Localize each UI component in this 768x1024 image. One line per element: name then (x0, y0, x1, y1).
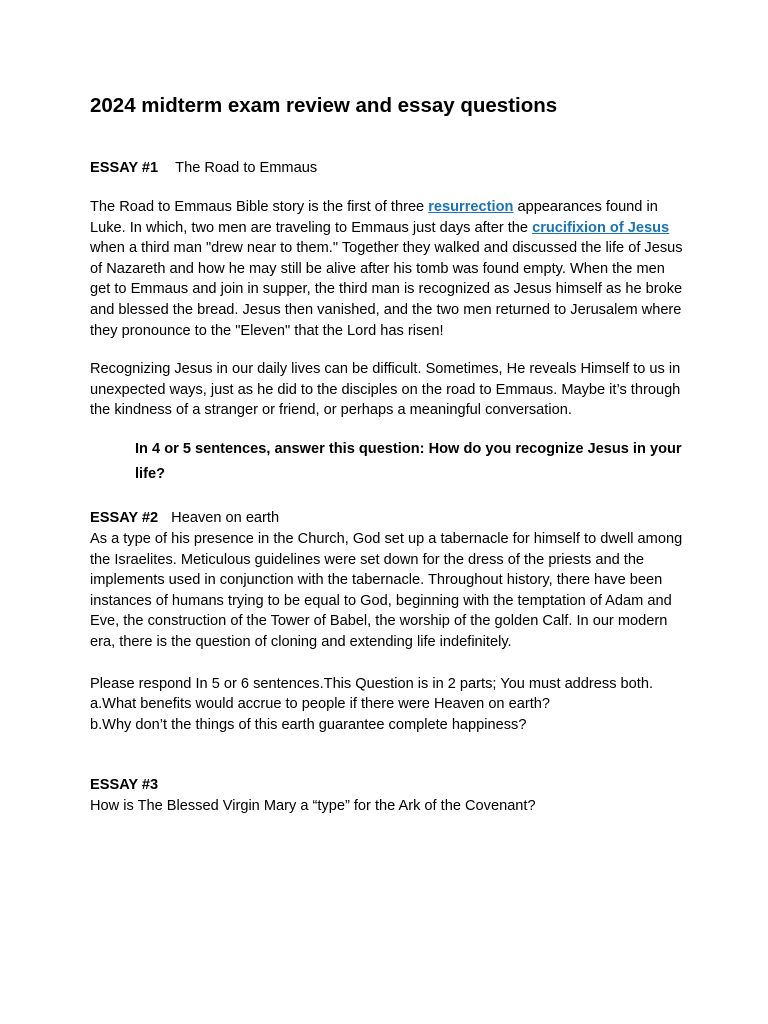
page-title: 2024 midterm exam review and essay questions (90, 94, 558, 117)
essay-1-text-part-2: appearances found in Luke. In which, two men are traveling to Emmaus just days after the (90, 199, 658, 236)
essay-2-label: ESSAY #2 (90, 510, 159, 526)
essay-1-label: ESSAY #1 (90, 160, 159, 176)
essay-2-part-a: a.What benefits would accrue to people if there were Heaven on earth? (90, 696, 550, 712)
essay-2-paragraph: As a type of his presence in the Church, God set up a tabernacle for himself to dwell among the Israelites. Meticulous guidelines were set down for the dress of the priests and the implements used in conjunction with the tabernacle. Throughout history, there have been instances of humans trying to be equal to God, beginning with the temptation of Adam and Eve, the construction of the Tower of Babel, the worship of the golden Calf. In our modern era, there is the question of cloning and extending life indefinitely. (90, 531, 683, 650)
essay-1-text-part-3: when a third man "drew near to them." Together they walked and discussed the life of Jesus of Nazareth and how he may still be alive after his tomb was found empty. When the men get to Emmaus and join in supper, the third man is recognized as Jesus himself as he broke and blessed the bread. Jesus then vanished, and the two men returned to Jerusalem where they pronounce to the "Eleven" that the Lord has risen! (90, 240, 683, 339)
essay-3-label: ESSAY #3 (90, 777, 159, 793)
essay-3-question: How is The Blessed Virgin Mary a “type” for the Ark of the Covenant? (90, 798, 536, 814)
essay-2-subtitle: Heaven on earth (171, 510, 280, 526)
crucifixion-of-jesus-link[interactable]: crucifixion of Jesus (532, 219, 670, 236)
essay-1-heading (90, 158, 317, 178)
essay-2-instruction: Please respond In 5 or 6 sentences.This Question is in 2 parts; You must address both. (90, 676, 653, 692)
essay-1-subtitle: The Road to Emmaus (175, 160, 318, 176)
essay-2-part-b: b.Why don’t the things of this earth guarantee complete happiness? (90, 717, 527, 733)
essay-1-question: In 4 or 5 sentences, answer this question: How do you recognize Jesus in your life? (135, 441, 682, 482)
essay-1-paragraph-2: Recognizing Jesus in our daily lives can be difficult. Sometimes, He reveals Himself to us in unexpected ways, just as he did to the disciples on the road to Emmaus. Maybe it’s through the kindness of a stranger or friend, or perhaps a meaningful conversation. (90, 361, 681, 419)
resurrection-link[interactable]: resurrection (428, 199, 514, 215)
essay-1-paragraph-1 (90, 197, 686, 341)
essay-2-heading (90, 508, 279, 528)
essay-1-text-part-1: The Road to Emmaus Bible story is the first of three (90, 199, 429, 215)
